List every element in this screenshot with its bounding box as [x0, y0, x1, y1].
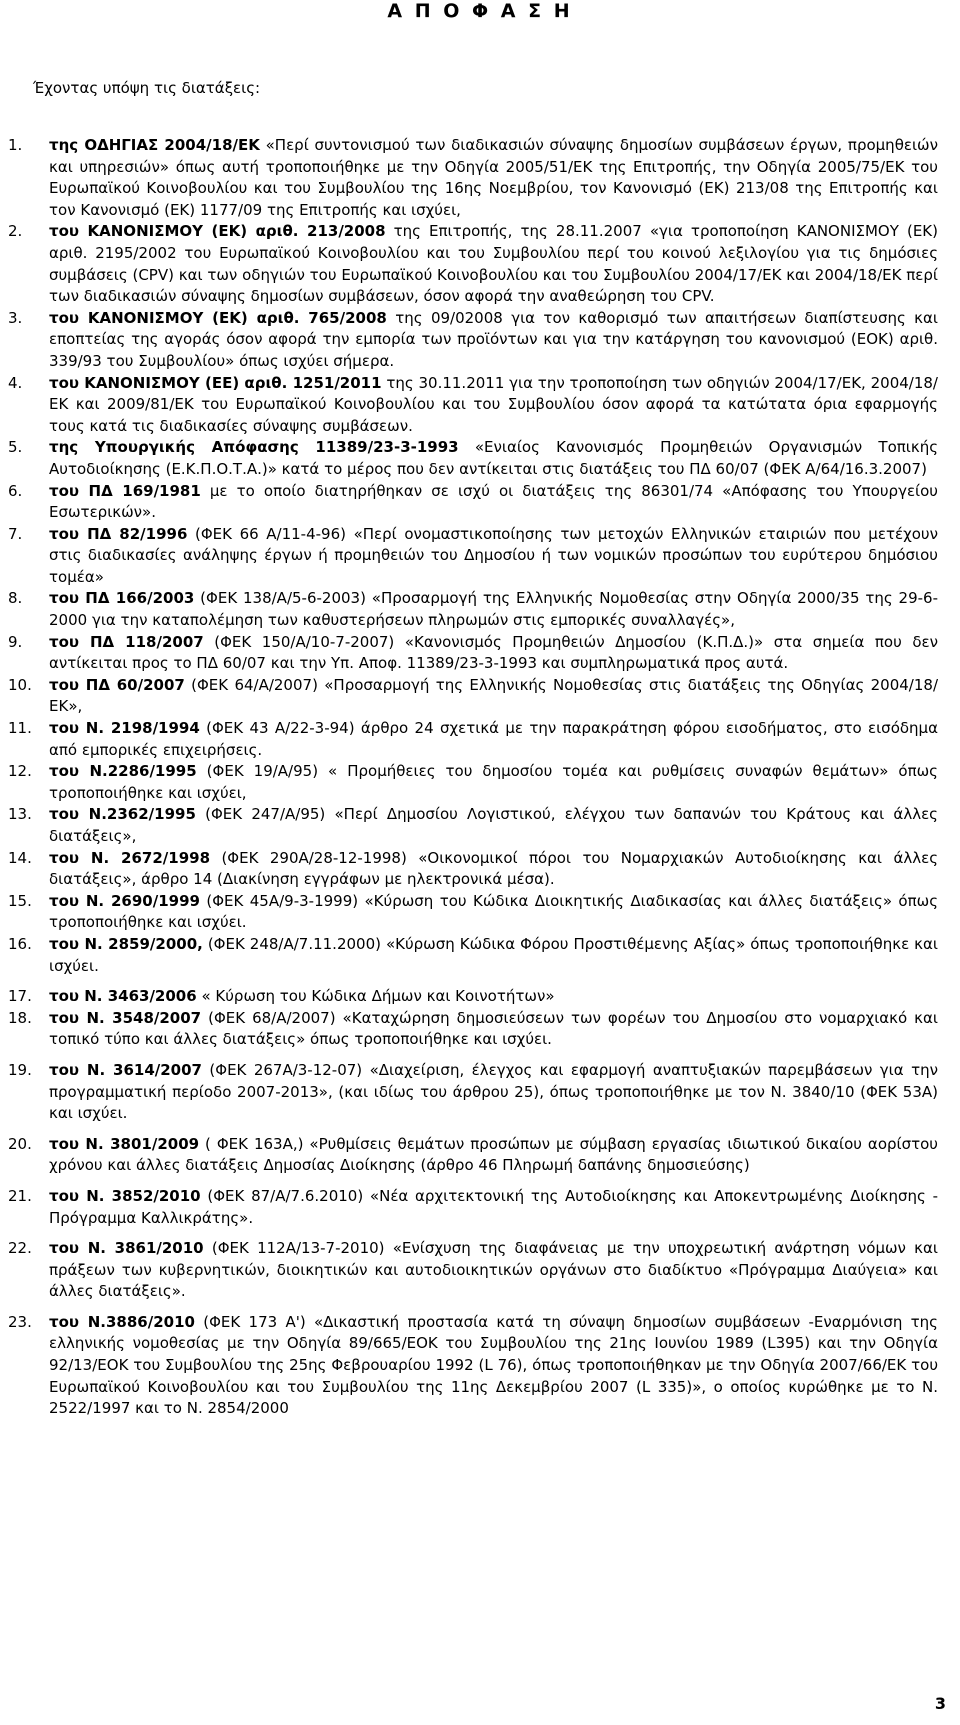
item-number: 5.: [8, 438, 23, 457]
list-item: [0, 804, 960, 847]
item-number: 1.: [8, 136, 23, 154]
item-reference: της ΟΔΗΓΙΑΣ 2004/18/ΕΚ: [49, 136, 260, 154]
item-number: 20.: [8, 1134, 32, 1153]
item-reference: του Ν. 3852/2010: [49, 1186, 201, 1205]
item-text: (ΦΕΚ 68/Α/2007) «Καταχώρηση δημοσιεύσεων των φορέων του Δημοσίου στο νομαρχιακό και τοπικό τύπο και άλλες διατάξεις» όπως τροποποιήθηκε και ισχύει.: [49, 1008, 938, 1049]
item-reference: του Ν.2286/1995: [49, 762, 197, 781]
list-item: [0, 1238, 960, 1303]
item-text: «Περί συντονισμού των διαδικασιών σύναψης δημοσίων συμβάσεων έργων, προμηθειών και υπηρεσιών» όπως αυτή τροποποιήθηκε με την Οδηγία 2005/51/ΕΚ της Επιτροπής, την Οδηγία 2005/75/ΕΚ του Ευρωπαϊκού Κοινοβουλίου και του Συμβουλίου της 16ης Νοεμβρίου, τον Κανονισμό (ΕΚ) 213/08 της Επιτροπής και τον Κανονισμό (ΕΚ) 1177/09 της Επιτροπής και ισχύει,: [49, 136, 938, 219]
item-text: (ΦΕΚ 43 Α/22-3-94) άρθρο 24 σχετικά με την παρακράτηση φόρου εισοδήματος, στο εισόδημα από εμπορικές επιχειρήσεις.: [49, 719, 938, 759]
item-text: (ΦΕΚ 150/Α/10-7-2007) «Κανονισμός Προμηθειών Δημοσίου (Κ.Π.Δ.)» στα σημεία που δεν αντίκειται προς το ΠΔ 60/07 και την Υπ. Αποφ. 11389/23-3-1993 και συμπληρωματικά προς αυτά.: [49, 632, 938, 673]
list-item: [0, 524, 960, 589]
item-text: της 30.11.2011 για την τροποποίηση των οδηγιών 2004/17/ΕΚ, 2004/18/ΕΚ και 2009/81/ΕΚ του Ευρωπαϊκού Κοινοβουλίου και του Συμβουλίου όσον αφορά τα κατώτατα όρια εφαρμογής τους κατά τις διαδικασίες σύναψης συμβάσεων.: [49, 373, 938, 435]
item-reference: του ΚΑΝΟΝΙΣΜΟΥ (ΕΚ) αριθ. 765/2008: [49, 308, 387, 327]
item-text: (ΦΕΚ 66 Α/11-4-96) «Περί ονομαστικοποίησης των μετοχών Ελληνικών εταιριών που μετέχουν στις διαδικασίες ανάληψης έργων ή προμηθειών του Δημοσίου ή των νομικών προσώπων του ευρύτερου δημόσιου τομέα»: [49, 524, 938, 586]
item-number: 3.: [8, 308, 23, 327]
list-item: [0, 1312, 960, 1420]
list-item: [0, 588, 960, 631]
item-reference: του ΠΔ 82/1996: [49, 524, 188, 543]
item-number: 6.: [8, 481, 23, 500]
item-number: 21.: [8, 1186, 32, 1205]
item-reference: του Ν. 3801/2009: [49, 1134, 200, 1153]
document-title: Α Π Ο Φ Α Σ Η: [387, 0, 573, 22]
item-number: 17.: [8, 987, 32, 1006]
item-number: 12.: [8, 762, 32, 781]
item-text: (ΦΕΚ 87/Α/7.6.2010) «Νέα αρχιτεκτονική της Αυτοδιοίκησης και Αποκεντρωμένης Διοίκησης - Πρόγραμμα Καλλικράτης».: [49, 1186, 938, 1227]
item-reference: του Ν. 3548/2007: [49, 1008, 202, 1027]
list-item: [0, 135, 960, 221]
item-reference: του Ν.3886/2010: [49, 1312, 195, 1331]
item-text: (ΦΕΚ 248/Α/7.11.2000) «Κύρωση Κώδικα Φόρου Προστιθέμενης Αξίας» όπως τροποποιήθηκε και ισχύει.: [49, 934, 938, 975]
list-item: [0, 481, 960, 524]
item-number: 14.: [8, 848, 32, 867]
item-text: (ΦΕΚ 173 Α') «Δικαστική προστασία κατά τη σύναψη δημοσίων συμβάσεων -Εναρμόνιση της ελληνικής νομοθεσίας με την Οδηγία 89/665/ΕΟΚ του Συμβουλίου της 21ης Ιουνίου 1989 (L395) και την Οδηγία 92/13/ΕΟΚ του Συμβουλίου της 25ης Φεβρουαρίου 1992 (L 76), όπως τροποποιήθηκαν με την Οδηγία 2007/66/ΕΚ του Ευρωπαϊκού Κοινοβουλίου και του Συμβουλίου της 11ης Δεκεμβρίου 2007 (L 335)», ο οποίος κυρώθηκε με το Ν. 2522/1997 και το Ν. 2854/2000: [49, 1312, 938, 1418]
item-text: « Κύρωση του Κώδικα Δήμων και Κοινοτήτων»: [196, 987, 555, 1006]
item-number: 2.: [8, 222, 23, 241]
item-reference: του ΠΔ 169/1981: [49, 481, 201, 500]
list-item: [0, 1186, 960, 1229]
list-item: [0, 1060, 960, 1125]
page-number: 3: [934, 1694, 946, 1713]
item-reference: του Ν. 2859/2000,: [49, 934, 203, 953]
item-reference: του Ν. 3463/2006: [49, 987, 197, 1006]
item-text: της Επιτροπής, της 28.11.2007 «για τροποποίηση ΚΑΝΟΝΙΣΜΟΥ (ΕΚ) αριθ. 2195/2002 του Ευρωπαϊκού Κοινοβουλίου και του Συμβουλίου περί του κοινού λεξιλογίου για τις δημόσιες συμβάσεις (CPV) και των οδηγιών του Ευρωπαϊκού Κοινοβουλίου και του Συμβουλίου 2004/17/ΕΚ και 2004/18/ΕΚ περί των διαδικασιών σύναψης δημοσίων συμβάσεων, όσον αφορά την αναθεώρηση του CPV.: [49, 222, 938, 306]
item-text: (ΦΕΚ 112Α/13-7-2010) «Ενίσχυση της διαφάνειας με την υποχρεωτική ανάρτηση νόμων και πράξεων των κυβερνητικών, διοικητικών και αυτοδιοικητικών οργάνων στο διαδίκτυο «Πρόγραμμα Διαύγεια» και άλλες διατάξεις».: [49, 1239, 938, 1301]
item-number: 8.: [8, 589, 23, 608]
list-item: [0, 373, 960, 438]
list-item: [0, 761, 960, 804]
list-item: [0, 632, 960, 675]
item-reference: του ΚΑΝΟΝΙΣΜΟΥ (ΕΕ) αριθ. 1251/2011: [49, 373, 382, 392]
list-item: [0, 308, 960, 373]
list-item: [0, 934, 960, 977]
item-text: με το οποίο διατηρήθηκαν σε ισχύ οι διατάξεις της 86301/74 «Απόφασης του Υπουργείου Εσωτερικών».: [49, 481, 938, 522]
item-number: 23.: [8, 1312, 32, 1331]
list-item: [0, 1008, 960, 1051]
item-text: (ΦΕΚ 247/Α/95) «Περί Δημοσίου Λογιστικού, ελέγχου των δαπανών του Κράτους και άλλες διατάξεις»,: [49, 805, 938, 845]
legal-basis-list: [0, 135, 960, 1420]
item-reference: του Ν. 2198/1994: [49, 719, 200, 738]
item-reference: του ΠΔ 166/2003: [49, 589, 195, 608]
item-number: 11.: [8, 719, 32, 738]
item-number: 16.: [8, 934, 32, 953]
item-reference: της Υπουργικής Απόφασης 11389/23-3-1993: [49, 438, 459, 457]
item-reference: του Ν.2362/1995: [49, 805, 196, 824]
item-reference: του Ν. 2672/1998: [49, 848, 211, 867]
item-text: της 09/02008 για τον καθορισμό των απαιτήσεων διαπίστευσης και εποπτείας της αγοράς όσον αφορά την εμπορία των προϊόντων και για την κατάργηση του κανονισμού (ΕΟΚ) αριθ. 339/93 του Συμβουλίου» όπως ισχύει σήμερα.: [49, 308, 938, 370]
item-number: 10.: [8, 675, 32, 694]
item-reference: του Ν. 3861/2010: [49, 1239, 204, 1258]
item-number: 18.: [8, 1008, 32, 1027]
intro-text: Έχοντας υπόψη τις διατάξεις:: [33, 79, 261, 97]
item-number: 15.: [8, 891, 32, 910]
item-number: 13.: [8, 805, 32, 824]
list-item: [0, 848, 960, 891]
list-item: [0, 221, 960, 307]
item-text: (ΦΕΚ 290Α/28-12-1998) «Οικονομικοί πόροι του Νομαρχιακών Αυτοδιοίκησης και άλλες διατάξεις», άρθρο 14 (Διακίνηση εγγράφων με ηλεκτρονικά μέσα).: [49, 848, 938, 889]
list-item: [0, 437, 960, 480]
item-reference: του Ν. 3614/2007: [49, 1060, 202, 1079]
list-item: [0, 675, 960, 718]
item-reference: του Ν. 2690/1999: [49, 891, 200, 910]
item-number: 22.: [8, 1239, 32, 1258]
item-text: (ΦΕΚ 138/Α/5-6-2003) «Προσαρμογή της Ελληνικής Νομοθεσίας στην Οδηγία 2000/35 της 29-6-2000 για την καταπολέμηση των καθυστερήσεων πληρωμών στις εμπορικές συναλλαγές»,: [49, 589, 939, 630]
item-text: (ΦΕΚ 19/Α/95) « Προμήθειες του δημοσίου τομέα και ρυθμίσεις συναφών θεμάτων» όπως τροποποιήθηκε και ισχύει,: [49, 762, 938, 802]
item-text: (ΦΕΚ 64/Α/2007) «Προσαρμογή της Ελληνικής Νομοθεσίας στις διατάξεις της Οδηγίας 2004/18/ΕΚ»,: [49, 675, 938, 716]
item-reference: του ΚΑΝΟΝΙΣΜΟΥ (ΕΚ) αριθ. 213/2008: [49, 222, 386, 241]
item-number: 4.: [8, 373, 23, 392]
item-text: (ΦΕΚ 45Α/9-3-1999) «Κύρωση του Κώδικα Διοικητικής Διαδικασίας και άλλες διατάξεις» όπως τροποποιήθηκε και ισχύει.: [49, 891, 938, 932]
item-reference: του ΠΔ 118/2007: [49, 632, 204, 651]
item-text: ( ΦΕΚ 163Α,) «Ρυθμίσεις θεμάτων προσώπων με σύμβαση εργασίας ιδιωτικού δικαίου αορίστου χρόνου και άλλες διατάξεις Δημοσίας Διοίκησης (άρθρο 46 Πληρωμή δαπάνης δημοσιεύσης): [49, 1134, 938, 1175]
item-text: «Ενιαίος Κανονισμός Προμηθειών Οργανισμών Τοπικής Αυτοδιοίκησης (Ε.Κ.Π.Ο.Τ.Α.)» κατά το μέρος που δεν αντίκειται στις διατάξεις του ΠΔ 60/07 (ΦΕΚ Α/64/16.3.2007): [49, 438, 938, 478]
list-item: [0, 1134, 960, 1177]
list-item: [0, 986, 960, 1008]
item-number: 7.: [8, 524, 23, 543]
item-number: 19.: [8, 1060, 32, 1079]
item-reference: του ΠΔ 60/2007: [49, 675, 185, 694]
item-text: (ΦΕΚ 267Α/3-12-07) «Διαχείριση, έλεγχος και εφαρμογή αναπτυξιακών παρεμβάσεων για την προγραμματική περίοδο 2007-2013», (και ιδίως του άρθρου 25), όπως τροποποιήθηκε με τον Ν. 3840/10 (ΦΕΚ 53Α) και ισχύει.: [49, 1060, 938, 1123]
list-item: [0, 891, 960, 934]
list-item: [0, 718, 960, 761]
item-number: 9.: [8, 632, 23, 651]
